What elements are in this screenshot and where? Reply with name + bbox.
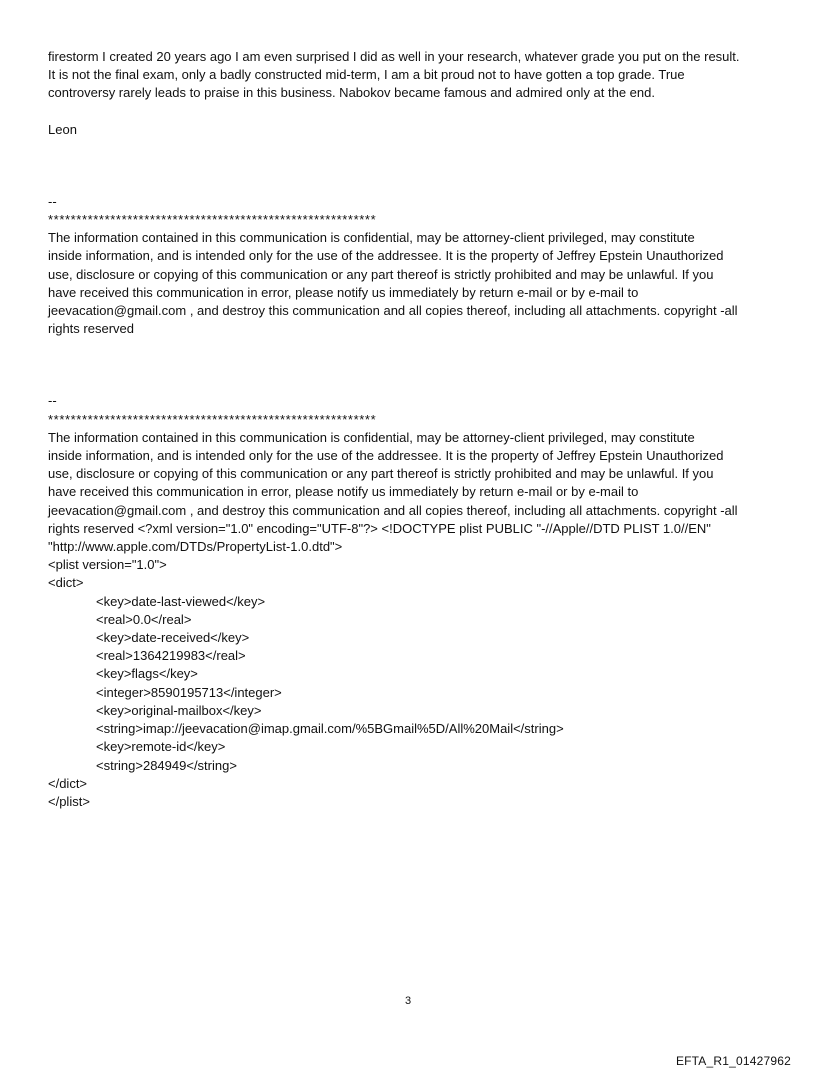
bates-number: EFTA_R1_01427962 — [675, 1054, 791, 1068]
plist-entry: <string>284949</string> — [96, 757, 237, 773]
separator: -- — [48, 393, 57, 409]
disclaimer-line: rights reserved <?xml version="1.0" encoding="UTF-8"?> <!DOCTYPE plist PUBLIC "-//Apple//DTD PLIST 1.0//EN" — [48, 520, 711, 536]
plist-entry: <key>remote-id</key> — [96, 739, 226, 755]
separator: -- — [48, 193, 57, 209]
plist-closing — [48, 775, 778, 811]
disclaimer-line: inside information, and is intended only for the use of the addressee. It is the property of Jeffrey Epstein Unauthorized — [48, 248, 724, 264]
asterisk-rule: ********************************************************** — [48, 212, 377, 228]
disclaimer-line: jeevacation@gmail.com , and destroy this communication and all copies thereof, including all attachments. copyright -all — [48, 502, 738, 518]
plist-entry: <real>1364219983</real> — [96, 648, 246, 664]
disclaimer-line: The information contained in this communication is confidential, may be attorney-client privileged, may constitute — [48, 230, 695, 246]
disclaimer-line: use, disclosure or copying of this communication or any part thereof is strictly prohibited and may be unlawful. If you — [48, 266, 714, 282]
plist-entry: <key>flags</key> — [96, 666, 198, 682]
dict-open: <dict> — [48, 575, 84, 591]
plist-entry: <key>date-last-viewed</key> — [96, 593, 266, 609]
disclaimer-block-2 — [48, 392, 778, 592]
disclaimer-line: rights reserved — [48, 321, 134, 337]
disclaimer-line: "http://www.apple.com/DTDs/PropertyList-1.0.dtd"> — [48, 539, 343, 555]
disclaimer-line: have received this communication in error, please notify us immediately by return e-mail or by e-mail to — [48, 284, 639, 300]
asterisk-rule: ********************************************************** — [48, 411, 377, 427]
signoff-name: Leon — [48, 121, 77, 137]
plist-entry: <key>original-mailbox</key> — [96, 702, 262, 718]
plist-entry: <integer>8590195713</integer> — [96, 684, 282, 700]
letter-body — [48, 48, 778, 103]
dict-close: </dict> — [48, 775, 88, 791]
plist-close: </plist> — [48, 793, 90, 809]
plist-entry: <key>date-received</key> — [96, 630, 250, 646]
disclaimer-line: jeevacation@gmail.com , and destroy this communication and all copies thereof, including all attachments. copyright -all — [48, 303, 738, 319]
plist-open: <plist version="1.0"> — [48, 557, 167, 573]
spacer — [48, 139, 778, 193]
disclaimer-line: The information contained in this communication is confidential, may be attorney-client privileged, may constitute — [48, 429, 695, 445]
plist-entry: <string>imap://jeevacation@imap.gmail.com/%5BGmail%5D/All%20Mail</string> — [96, 721, 564, 737]
plist-entries — [48, 593, 778, 775]
spacer — [48, 103, 778, 121]
letter-line: firestorm I created 20 years ago I am even surprised I did as well in your research, whatever grade you put on the result. — [48, 49, 740, 64]
disclaimer-line: use, disclosure or copying of this communication or any part thereof is strictly prohibited and may be unlawful. If you — [48, 466, 714, 482]
plist-entry: <real>0.0</real> — [96, 611, 192, 627]
document-page — [48, 48, 778, 811]
signoff — [48, 121, 778, 139]
letter-line: It is not the final exam, only a badly constructed mid-term, I am a bit proud not to have gotten a top grade. True — [48, 67, 685, 83]
spacer — [48, 338, 778, 392]
disclaimer-line: inside information, and is intended only for the use of the addressee. It is the property of Jeffrey Epstein Unauthorized — [48, 448, 724, 464]
disclaimer-line: have received this communication in error, please notify us immediately by return e-mail or by e-mail to — [48, 484, 639, 500]
disclaimer-block-1 — [48, 193, 778, 339]
page-number: 3 — [404, 995, 412, 1007]
letter-line: controversy rarely leads to praise in this business. Nabokov became famous and admired only at the end. — [48, 85, 655, 101]
